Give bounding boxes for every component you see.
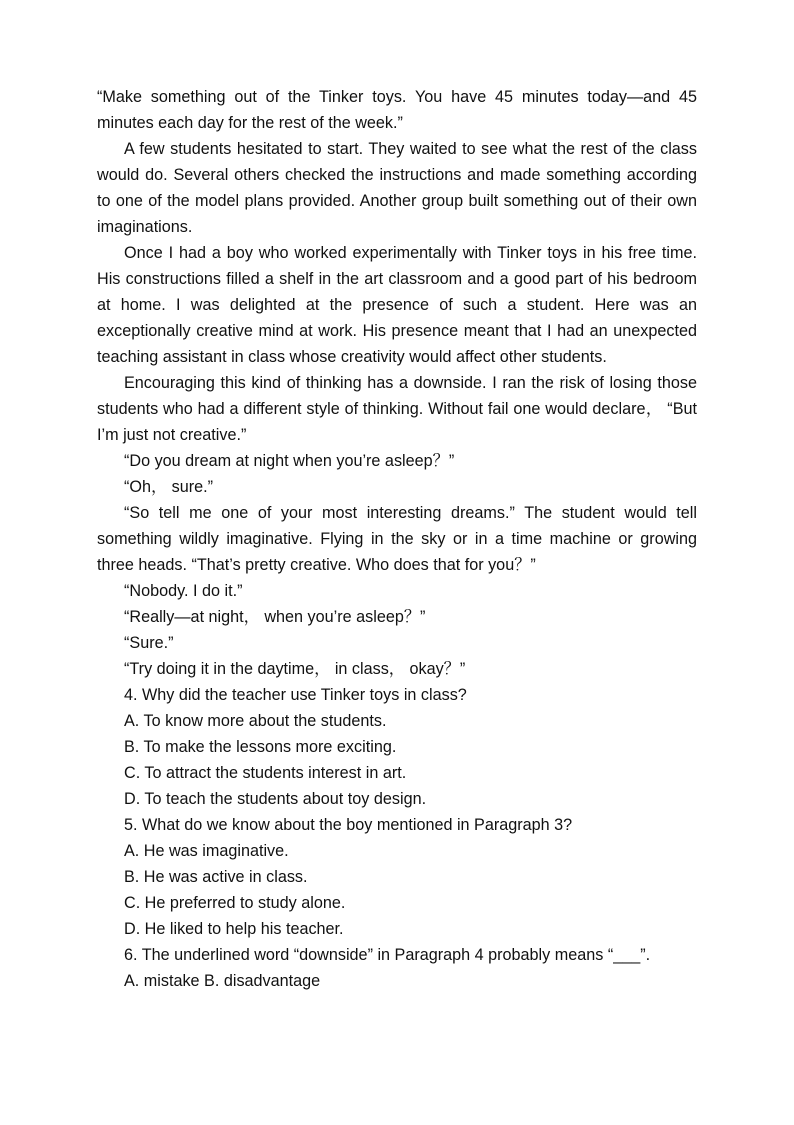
answer-option-d: D. He liked to help his teacher. xyxy=(124,920,344,938)
answer-option-a: A. To know more about the students. xyxy=(124,712,387,730)
answer-option-d: D. To teach the students about toy design. xyxy=(124,790,427,808)
document-page xyxy=(97,84,697,994)
question-stem: 5. What do we know about the boy mentioned in Paragraph 3? xyxy=(124,816,573,834)
answer-option-c: C. He preferred to study alone. xyxy=(124,894,346,912)
dialogue-line-5: “Sure.” xyxy=(124,634,174,652)
answer-option-c: C. To attract the students interest in art. xyxy=(124,764,407,782)
question-stem: 6. The underlined word “downside” in Paragraph 4 probably means “___”. xyxy=(124,946,651,964)
answer-option-b: B. To make the lessons more exciting. xyxy=(124,738,397,756)
passage-paragraph-1: “Make something out of the Tinker toys. You have 45 minutes today—and 45 minutes each day for the rest of the week.” xyxy=(97,88,697,132)
dialogue-line-2: “Oh， sure.” xyxy=(124,478,214,496)
answer-option-b: B. He was active in class. xyxy=(124,868,308,886)
answer-options-a-b: A. mistake B. disadvantage xyxy=(124,972,321,990)
passage-paragraph-7: “So tell me one of your most interesting dreams.” The student would tell something wildly imaginative. Flying in the sky or in a time machine or growing three heads. “That’s pretty creative. Who does that for you？” xyxy=(97,504,697,574)
question-5 xyxy=(97,812,697,942)
dialogue-line-3: “Nobody. I do it.” xyxy=(124,582,243,600)
question-4 xyxy=(97,682,697,812)
question-6 xyxy=(97,942,697,994)
dialogue-line-1: “Do you dream at night when you’re asleep？” xyxy=(124,452,455,470)
passage-paragraph-3: Once I had a boy who worked experimentally with Tinker toys in his free time. His constructions filled a shelf in the art classroom and a good part of his bedroom at home. I was delighted at the presence of such a student. Here was an exceptionally creative mind at work. His presence meant that I had an unexpected teaching assistant in class whose creativity would affect other students. xyxy=(97,244,697,366)
question-stem: 4. Why did the teacher use Tinker toys in class? xyxy=(124,686,467,704)
dialogue-line-6: “Try doing it in the daytime， in class， okay？” xyxy=(124,660,466,678)
dialogue-line-4: “Really—at night， when you’re asleep？” xyxy=(124,608,426,626)
passage-paragraph-2: A few students hesitated to start. They waited to see what the rest of the class would do. Several others checked the instructions and made something according to one of the model plans provided. Another group built something out of their own imaginations. xyxy=(97,140,697,236)
passage-paragraph-4: Encouraging this kind of thinking has a downside. I ran the risk of losing those students who had a different style of thinking. Without fail one would declare， “But I’m just not creative.” xyxy=(97,374,697,444)
answer-option-a: A. He was imaginative. xyxy=(124,842,289,860)
